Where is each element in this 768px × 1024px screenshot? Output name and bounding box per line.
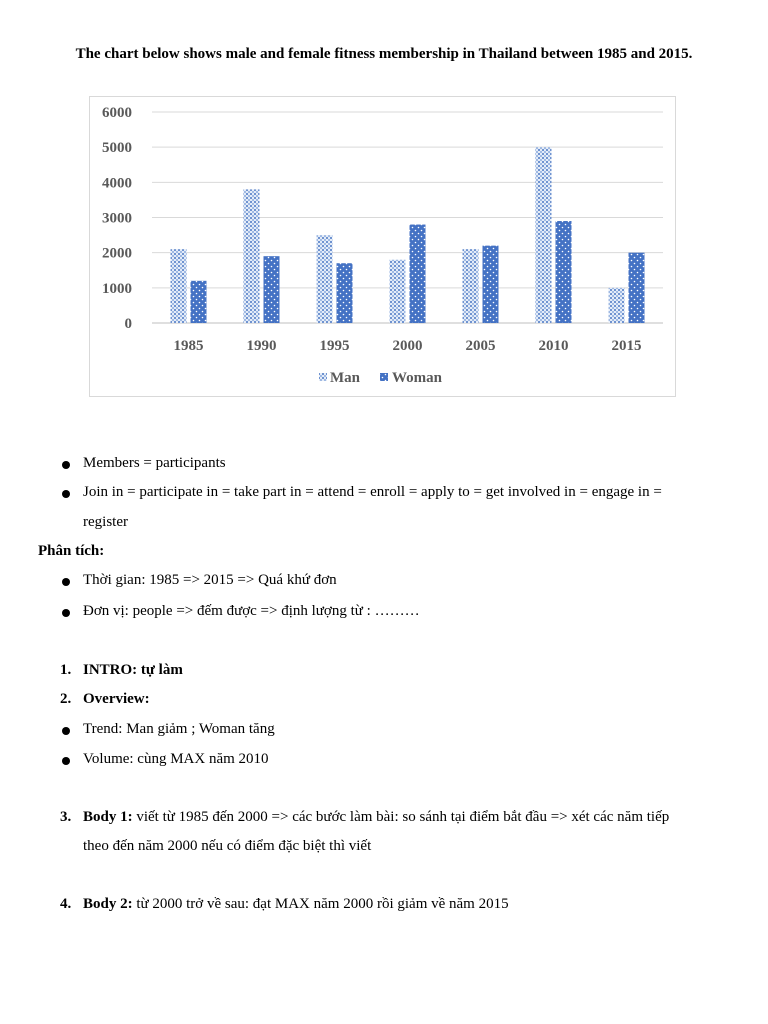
y-tick-label: 2000	[102, 245, 132, 262]
bar-man-2005	[463, 249, 479, 323]
list-item-members: Members = participants	[83, 455, 226, 471]
y-tick-label: 5000	[102, 140, 132, 157]
bar-woman-2010	[556, 221, 572, 323]
x-tick-label: 1985	[173, 338, 204, 354]
outline-body2	[83, 896, 509, 913]
body1-label: Body 1:	[83, 809, 133, 825]
bar-woman-1990	[264, 256, 280, 323]
bar-man-1990	[244, 189, 260, 323]
x-tick-label: 2015	[611, 338, 642, 354]
body2-label: Body 2:	[83, 896, 133, 912]
bullet-dot	[62, 578, 70, 586]
x-tick-label: 2000	[392, 338, 423, 354]
legend-swatch-woman	[380, 373, 388, 381]
body1-text: viết từ 1985 đến 2000 => các bước làm bài: so sánh tại điểm bắt đầu => xét các năm tiếp	[132, 809, 670, 825]
legend-label-woman: Woman	[392, 370, 443, 386]
list-number: 1.	[60, 662, 72, 678]
bullet-dot	[62, 727, 70, 735]
bullet-dot	[62, 609, 70, 617]
list-item-join-in: Join in = participate in = take part in = attend = enroll = apply to = get involved in = engage in =	[83, 484, 662, 500]
body1-text-continued: theo đến năm 2000 nếu có điểm đặc biệt thì viết	[83, 838, 372, 854]
bar-man-2010	[536, 147, 552, 323]
list-number: 4.	[60, 896, 72, 912]
list-item-time: Thời gian: 1985 => 2015 => Quá khứ đơn	[83, 572, 337, 588]
bar-woman-2005	[483, 246, 499, 323]
bar-man-2015	[609, 288, 625, 323]
outline-body1	[83, 809, 669, 826]
bullet-dot	[62, 757, 70, 765]
list-item-join-in-continued: register	[83, 514, 128, 530]
bar-man-1995	[317, 235, 333, 323]
list-number: 2.	[60, 691, 72, 707]
bar-man-1985	[171, 249, 187, 323]
x-tick-label: 1990	[246, 338, 277, 354]
list-item-unit: Đơn vị: people => đếm được => định lượng từ : ………	[83, 603, 420, 619]
bar-man-2000	[390, 260, 406, 323]
legend-label-man: Man	[330, 370, 360, 386]
body2-text: từ 2000 trở về sau: đạt MAX năm 2000 rồi giảm về năm 2015	[132, 896, 509, 912]
x-tick-label: 2005	[465, 338, 496, 354]
list-item-volume: Volume: cùng MAX năm 2010	[83, 751, 269, 767]
chart-caption: The chart below shows male and female fitness membership in Thailand between 1985 and 2015.	[75, 46, 693, 62]
y-tick-label: 3000	[102, 210, 132, 227]
bar-woman-2015	[629, 253, 645, 323]
bullet-dot	[62, 490, 70, 498]
list-item-trend: Trend: Man giảm ; Woman tăng	[83, 721, 275, 737]
bullet-dot	[62, 461, 70, 469]
y-tick-label: 6000	[102, 105, 132, 121]
legend-swatch-man	[319, 373, 327, 381]
y-tick-label: 0	[124, 316, 132, 332]
x-tick-label: 2010	[538, 338, 569, 354]
bar-chart	[89, 96, 676, 397]
bar-woman-1985	[191, 281, 207, 323]
outline-intro: INTRO: tự làm	[83, 662, 183, 678]
y-tick-label: 4000	[102, 175, 132, 192]
x-tick-label: 1995	[319, 338, 350, 354]
y-tick-label: 1000	[102, 280, 132, 297]
outline-overview: Overview:	[83, 691, 150, 707]
list-number: 3.	[60, 809, 72, 825]
analysis-heading: Phân tích:	[38, 543, 105, 559]
chart-svg	[90, 97, 677, 398]
bar-woman-1995	[337, 263, 353, 323]
bar-woman-2000	[410, 225, 426, 323]
